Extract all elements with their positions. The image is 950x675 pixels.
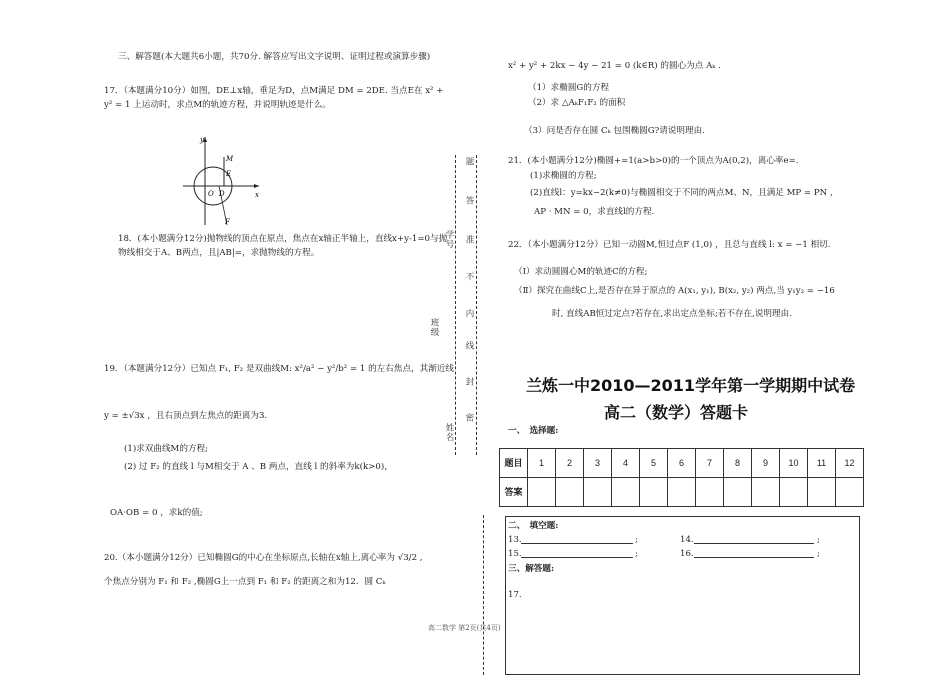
answer-cell[interactable] [612, 478, 640, 507]
number-cell: 11 [808, 449, 836, 478]
question-21-part1: (1)求椭圆的方程; [530, 171, 597, 181]
number-cell: 1 [528, 449, 556, 478]
binding-char-8: 密 [464, 413, 474, 423]
label-y: y [200, 136, 204, 144]
number-cell: 5 [640, 449, 668, 478]
question-18: 18．(本小题满分12分)抛物线的顶点在原点，焦点在x轴正半轴上，直线x+y-1=0与抛物线相交于A、B两点，且|AB|=，求抛物线的方程。 [118, 234, 448, 258]
question-19-intro: 19．（本题满分12分）已知点 F₁, F₂ 是双曲线M: x²/a² − y²/b² = 1 的左右焦点，其渐近线 [104, 364, 455, 374]
blank-16-label: 16. [680, 549, 694, 559]
answer-card-title: 高二（数学）答题卡 [604, 403, 749, 422]
answer-cell[interactable] [556, 478, 584, 507]
blank-14-label: 14. [680, 535, 694, 545]
blank-15-semicolon: ; [635, 549, 638, 559]
binding-char-7: 封 [464, 377, 474, 387]
label-o: O [208, 190, 214, 198]
table-row-numbers [500, 449, 864, 478]
label-e: E [226, 170, 232, 178]
answer-cell[interactable] [836, 478, 864, 507]
blank-14-line[interactable] [694, 543, 814, 544]
blank-16-line[interactable] [694, 557, 814, 558]
question-19-asymptote: y = ±√3x ，且右顶点到左焦点的距离为3. [104, 411, 268, 421]
blank-16-semicolon: ; [817, 549, 820, 559]
question-17: 17．（本题满分10分）如图，DE⊥x轴，垂足为D，点M满足 DM = 2DE. 当点E在 x² + y² = 1 上运动时，求点M的轨迹方程，并说明轨迹是什么。 [104, 86, 444, 110]
label-x: x [255, 191, 259, 199]
binding-char-6: 线 [464, 341, 474, 351]
number-cell: 8 [724, 449, 752, 478]
solution-section-heading: 三、解答题: [508, 564, 555, 574]
question-21-line1: 21．(本小题满分12分)椭圆+=1(a>b>0)的一个顶点为A(0,2)，离心率e=. [508, 156, 799, 166]
question-21-part2: (2)直线l：y=kx−2(k≠0)与椭圆相交于不同的两点M、N，且满足 MP = PN ， [530, 188, 839, 198]
number-cell: 4 [612, 449, 640, 478]
question-22-part2-cont: 时, 直线AB恒过定点?若存在,求出定点坐标;若不存在,说明理由. [552, 309, 792, 319]
blank-13-label: 13. [508, 535, 522, 545]
label-f: F [225, 218, 230, 226]
answer-cell[interactable] [780, 478, 808, 507]
fill-section-heading: 二、 填空题: [508, 521, 559, 531]
x-axis-arrow-icon [254, 184, 259, 188]
blank-13-line[interactable] [521, 543, 633, 544]
question-22-part2: （Ⅱ）探究在曲线C上,是否存在异于原点的 A(x₁, y₁), B(x₂, y₂) 两点,当 y₁y₂ = −16 [514, 286, 835, 296]
binding-char-2: 答 [464, 196, 474, 206]
binding-line-right [476, 155, 477, 455]
section3-heading: 三、解答题(本大题共6小题，共70分. 解答应写出文字说明、证明过程或演算步骤) [118, 52, 431, 62]
number-cell: 9 [752, 449, 780, 478]
binding-char-4: 不 [464, 272, 474, 282]
question-20-line2: 个焦点分别为 F₁ 和 F₂ ,椭圆G上一点到 F₁ 和 F₂ 的距离之和为12．圆 Cₖ [104, 577, 386, 587]
answer-cell[interactable] [696, 478, 724, 507]
table-row-answers [500, 478, 864, 507]
question-19-part2: (2) 过 F₂ 的直线 l 与M相交于 A 、B 两点，直线 l 的斜率为k(k>0)， [124, 462, 393, 472]
answer-cell[interactable] [668, 478, 696, 507]
answer-cell[interactable] [724, 478, 752, 507]
number-cell: 12 [836, 449, 864, 478]
question-20-part1: （1）求椭圆G的方程 [528, 83, 610, 93]
question-20-line1: 20.（本小题满分12分）已知椭圆G的中心在坐标原点,长轴在x轴上,离心率为 √3/2 , [104, 553, 423, 563]
answer-cell[interactable] [808, 478, 836, 507]
question-21-part2-cont: AP · MN = 0，求直线l的方程. [534, 207, 655, 217]
question-19-part3: OA·OB = 0 ，求k的值; [110, 508, 203, 518]
number-cell: 3 [584, 449, 612, 478]
row-header-answer: 答案 [500, 478, 528, 507]
binding-char-5: 内 [464, 309, 474, 319]
question-20-circle: x² + y² + 2kx − 4y − 21 = 0 (k∈R) 的圆心为点 Aₖ . [508, 61, 721, 71]
question-19-part1: (1)求双曲线M的方程; [124, 444, 209, 454]
answer-cell[interactable] [752, 478, 780, 507]
name-label: 姓名 [444, 423, 454, 442]
class-label: 班级 [429, 318, 439, 337]
q17-figure [175, 133, 265, 228]
question-20-part2: （2）求 △AₖF₁F₂ 的面积 [528, 98, 626, 108]
page-footer: 高二数学 第2页(共4页) [428, 624, 501, 632]
blank-14-semicolon: ; [817, 535, 820, 545]
question-22-line1: 22．（本小题满分12分）已知一动圆M,恒过点F (1,0) ，且总与直线 l: x = −1 相切. [508, 240, 831, 250]
choice-section-heading: 一、 选择题: [508, 426, 559, 436]
blank-13-semicolon: ; [635, 535, 638, 545]
blank-15-label: 15. [508, 549, 522, 559]
answer-cell[interactable] [640, 478, 668, 507]
number-cell: 10 [780, 449, 808, 478]
answer-17-label: 17. [508, 590, 522, 600]
student-id-label: 学号 [444, 230, 454, 249]
question-22-part1: （Ⅰ）求动圆圆心M的轨迹C的方程; [514, 267, 648, 277]
label-m: M [226, 155, 234, 163]
row-header-question: 题目 [500, 449, 528, 478]
answer-cell[interactable] [528, 478, 556, 507]
question-20-part3: （3）问是否存在圆 Cₖ 包围椭圆G?请说明理由. [524, 126, 705, 136]
binding-line-left [455, 155, 456, 455]
label-d: D [219, 190, 225, 198]
answer-card-school-title: 兰炼一中2010—2011学年第一学期期中试卷 [526, 376, 856, 395]
blank-15-line[interactable] [521, 557, 633, 558]
binding-char-1: 题 [464, 157, 474, 167]
column-separator-dashed [483, 515, 484, 675]
choice-answer-table [499, 448, 864, 507]
number-cell: 6 [668, 449, 696, 478]
number-cell: 2 [556, 449, 584, 478]
answer-cell[interactable] [584, 478, 612, 507]
number-cell: 7 [696, 449, 724, 478]
binding-char-3: 准 [464, 235, 474, 245]
